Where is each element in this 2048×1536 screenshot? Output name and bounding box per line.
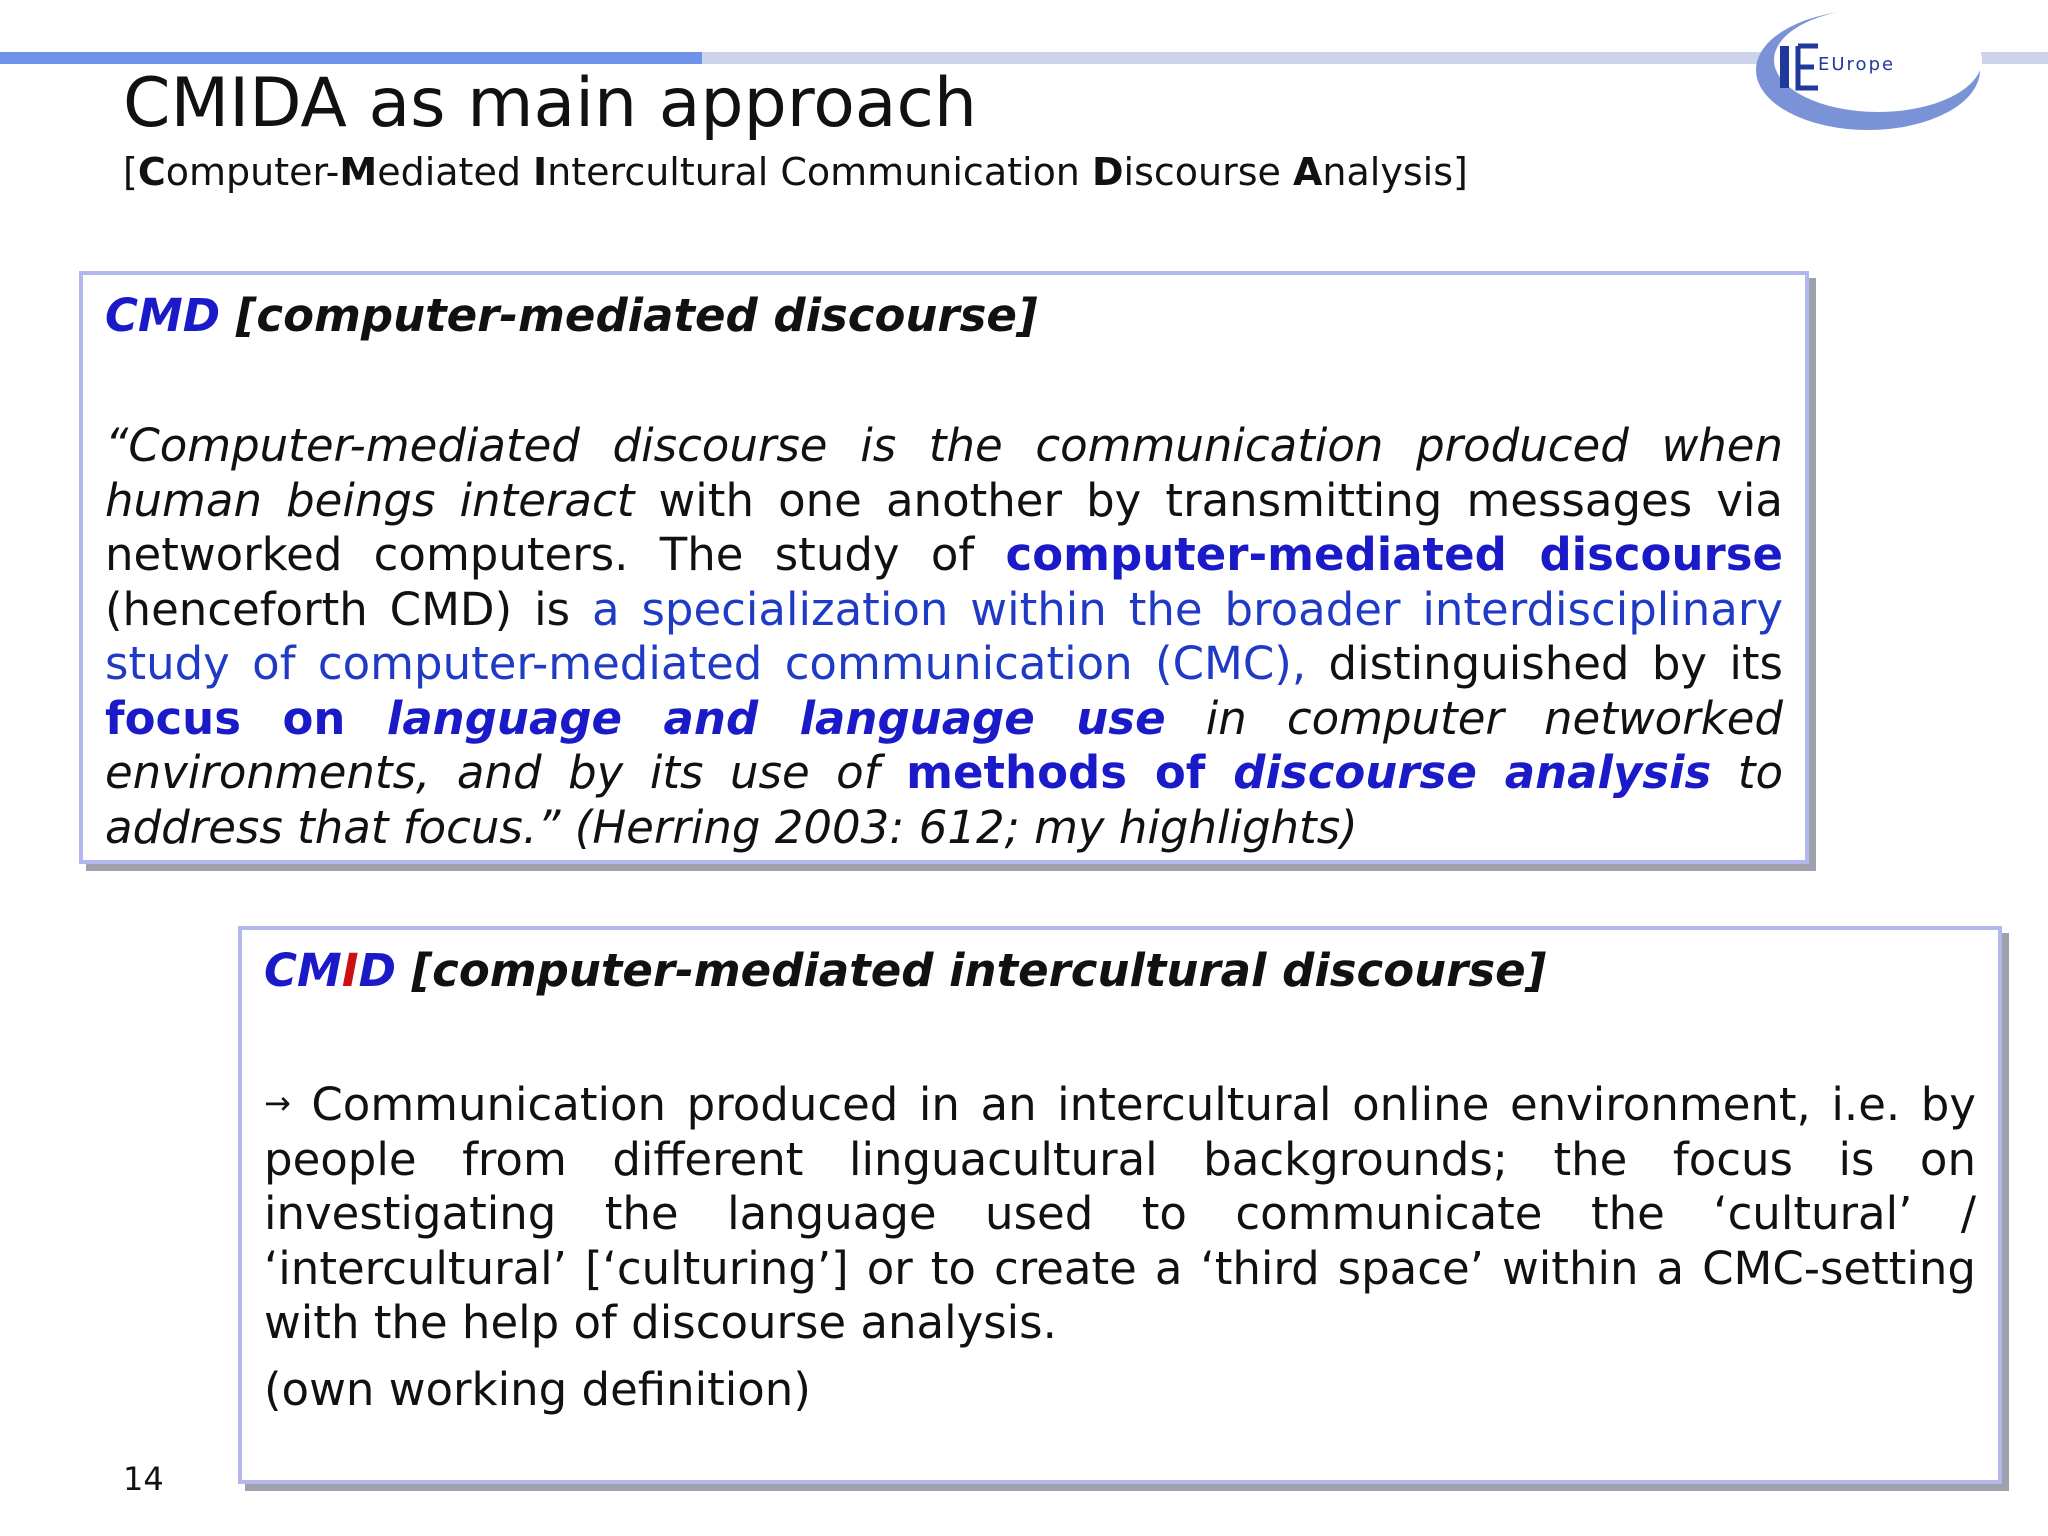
cmd-definition-box [79, 271, 1809, 864]
logo-text: EUrope [1818, 54, 1896, 75]
cmid-heading: CMID [computer-mediated intercultural discourse] [264, 944, 1547, 997]
page-title: CMIDA as main approach [123, 64, 977, 143]
cmd-heading: CMD [computer-mediated discourse] [105, 289, 1038, 342]
cmid-definition-box [238, 926, 2002, 1484]
cmd-quote: “Computer-mediated discourse is the communication produced when human beings interact with one another by transmitting messages via networked computers. The study of computer-mediated discourse (henceforth CMD) is a specialization within the broader interdisciplinary study of computer-mediated communication (CMC), distinguished by its focus on language and language use in computer networked environments, and by its use of methods of discourse analysis to address that focus.” (Herring 2003: 612; my highlights) [105, 419, 1784, 854]
page-number: 14 [123, 1460, 164, 1498]
arrow-right-icon: → [264, 1084, 291, 1122]
header-bar-accent [0, 52, 702, 64]
page-subtitle: [Computer-Mediated Intercultural Communication Discourse Analysis] [123, 150, 1468, 194]
cmid-definition: → Communication produced in an intercultural online environment, i.e. by people from different linguacultural backgrounds; the focus is on investigating the language used to communicate the ‘cultural’ / ‘intercultural’ [‘culturing’] or to create a ‘third space’ within a CMC-setting with the help of discourse analysis. [264, 1078, 1976, 1349]
cmid-source-note: (own working definition) [264, 1362, 811, 1416]
